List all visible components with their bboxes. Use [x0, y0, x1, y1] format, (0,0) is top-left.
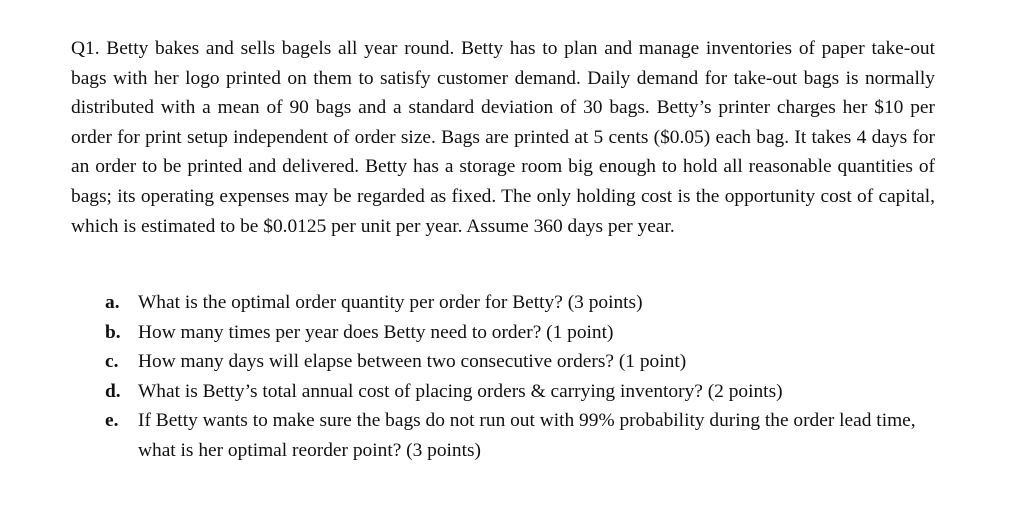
sub-question-e: [105, 406, 935, 465]
sub-question-letter: d.: [105, 380, 121, 402]
sub-question-text: How many days will elapse between two consecutive orders? (1 point): [138, 351, 687, 373]
sub-question-letter: b.: [105, 321, 121, 343]
sub-question-list: [105, 288, 935, 466]
sub-question-text: What is Betty’s total annual cost of placing orders & carrying inventory? (2 points): [138, 380, 783, 402]
sub-question-c: [105, 347, 935, 377]
sub-question-letter: c.: [105, 351, 119, 373]
sub-question-letter: e.: [105, 410, 119, 432]
sub-question-text: How many times per year does Betty need to order? (1 point): [138, 321, 614, 343]
sub-question-b: [105, 318, 935, 348]
sub-question-a: [105, 288, 935, 318]
sub-question-letter: a.: [105, 292, 120, 313]
document-page: [71, 34, 935, 461]
sub-question-d: [105, 377, 935, 407]
sub-question-text: If Betty wants to make sure the bags do not run out with 99% probability during the order lead time, what is her optimal reorder point? (3 points): [138, 410, 916, 461]
sub-question-text: What is the optimal order quantity per order for Betty? (3 points): [138, 292, 643, 313]
question-text: Q1. Betty bakes and sells bagels all year round. Betty has to plan and manage inventories of paper take-out bags with her logo printed on them to satisfy customer demand. Daily demand for take-out bags is normally distributed with a mean of 90 bags and a standard deviation of 30 bags. Betty’s printer charges her $10 per order for print setup independent of order size. Bags are printed at 5 cents ($0.05) each bag. It takes 4 days for an order to be printed and delivered. Betty has a storage room big enough to hold all reasonable quantities of bags; its operating expenses may be regarded as fixed. The only holding cost is the opportunity cost of capital, which is estimated to be $0.0125 per unit per year. Assume 360 days per year.: [71, 38, 935, 237]
